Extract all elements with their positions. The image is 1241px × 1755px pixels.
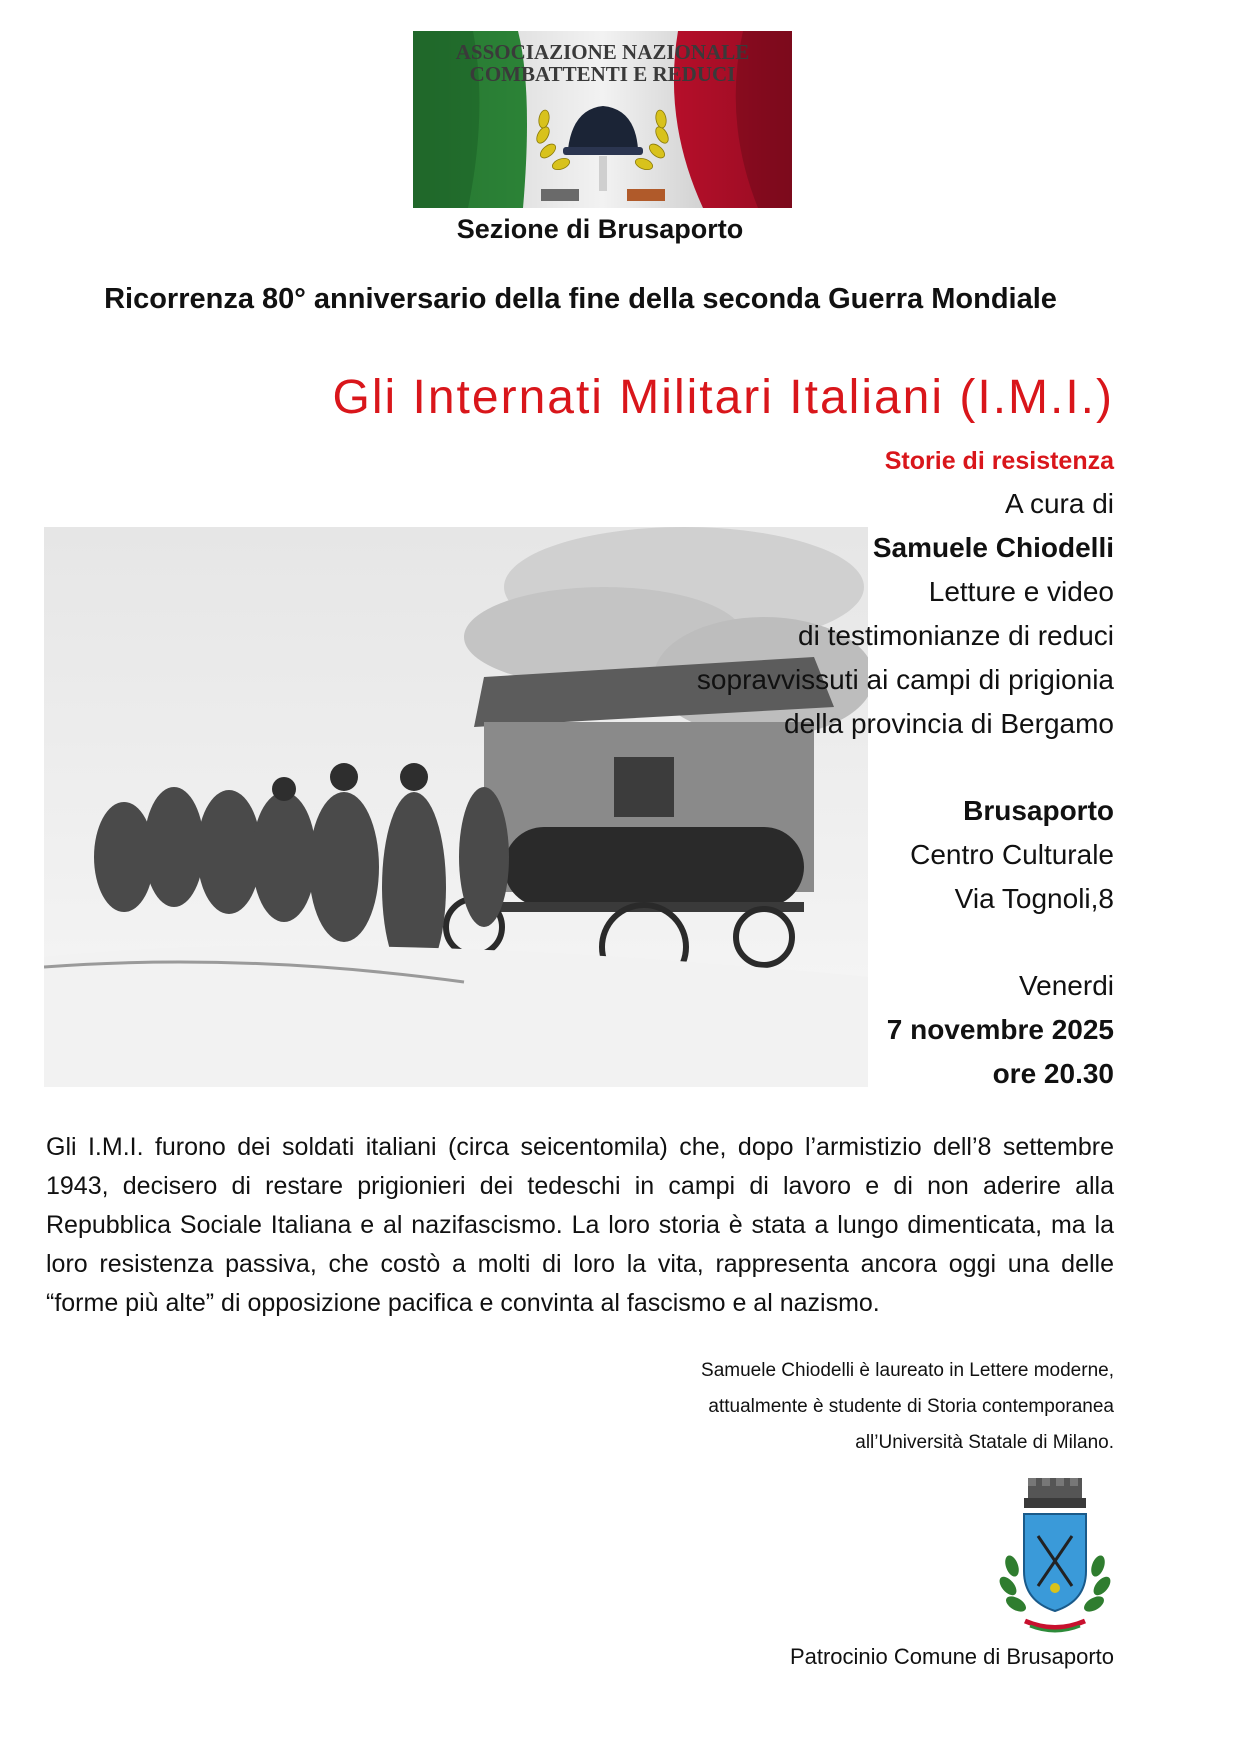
soldiers-wagon-image-icon <box>44 527 868 1087</box>
section-name: Sezione di Brusaporto <box>456 214 744 244</box>
brusaporto-crest <box>990 1476 1120 1641</box>
logo-line-1: ASSOCIAZIONE NAZIONALE <box>455 40 750 64</box>
patronage-text: Patrocinio Comune di Brusaporto <box>789 1644 1114 1669</box>
description-line-1: Letture e video <box>928 576 1114 607</box>
association-logo <box>413 31 792 208</box>
imi-description: Gli I.M.I. furono dei soldati italiani (circa seicentomila) che, dopo l’armistizio dell’8 settembre 1943, decisero di restare prigionieri dei tedeschi in campi di lavoro e di non aderire alla Repubblica Sociale Italiana e al nazifascismo. La loro storia è stata a lungo dimenticata, ma la loro resistenza passiva, che costò a molti di loro la vita, rappresenta ancora oggi una delle “forme più alte” di opposizione pacifica e convinta al fascismo e al nazismo. <box>46 1133 1114 1317</box>
curated-by-label: A cura di <box>1005 488 1114 519</box>
logo-line-2: COMBATTENTI E REDUCI <box>469 62 736 86</box>
bio-line-1: Samuele Chiodelli è laureato in Lettere moderne, <box>701 1360 1114 1381</box>
event-venue: Centro Culturale <box>910 839 1114 870</box>
event-day: Venerdi <box>1019 970 1114 1001</box>
anniversary-heading: Ricorrenza 80° anniversario della fine della seconda Guerra Mondiale <box>104 283 1057 315</box>
brusaporto-coat-of-arms-icon <box>990 1476 1120 1641</box>
speaker-name: Samuele Chiodelli <box>872 532 1114 563</box>
event-place: Brusaporto <box>963 795 1114 826</box>
bio-line-2: attualmente è studente di Storia contemporanea <box>708 1396 1114 1417</box>
event-subtitle: Storie di resistenza <box>884 447 1114 475</box>
soldiers-illustration <box>44 527 868 1087</box>
event-address: Via Tognoli,8 <box>954 883 1114 914</box>
event-date: 7 novembre 2025 <box>886 1014 1114 1045</box>
event-time: ore 20.30 <box>992 1058 1114 1089</box>
event-title: Gli Internati Militari Italiani (I.M.I.) <box>332 371 1114 424</box>
bio-line-3: all’Università Statale di Milano. <box>855 1432 1114 1453</box>
description-line-2: di testimonianze di reduci <box>798 620 1114 651</box>
description-line-3: sopravvissuti ai campi di prigionia <box>696 664 1114 695</box>
description-line-4: della provincia di Bergamo <box>784 708 1114 739</box>
